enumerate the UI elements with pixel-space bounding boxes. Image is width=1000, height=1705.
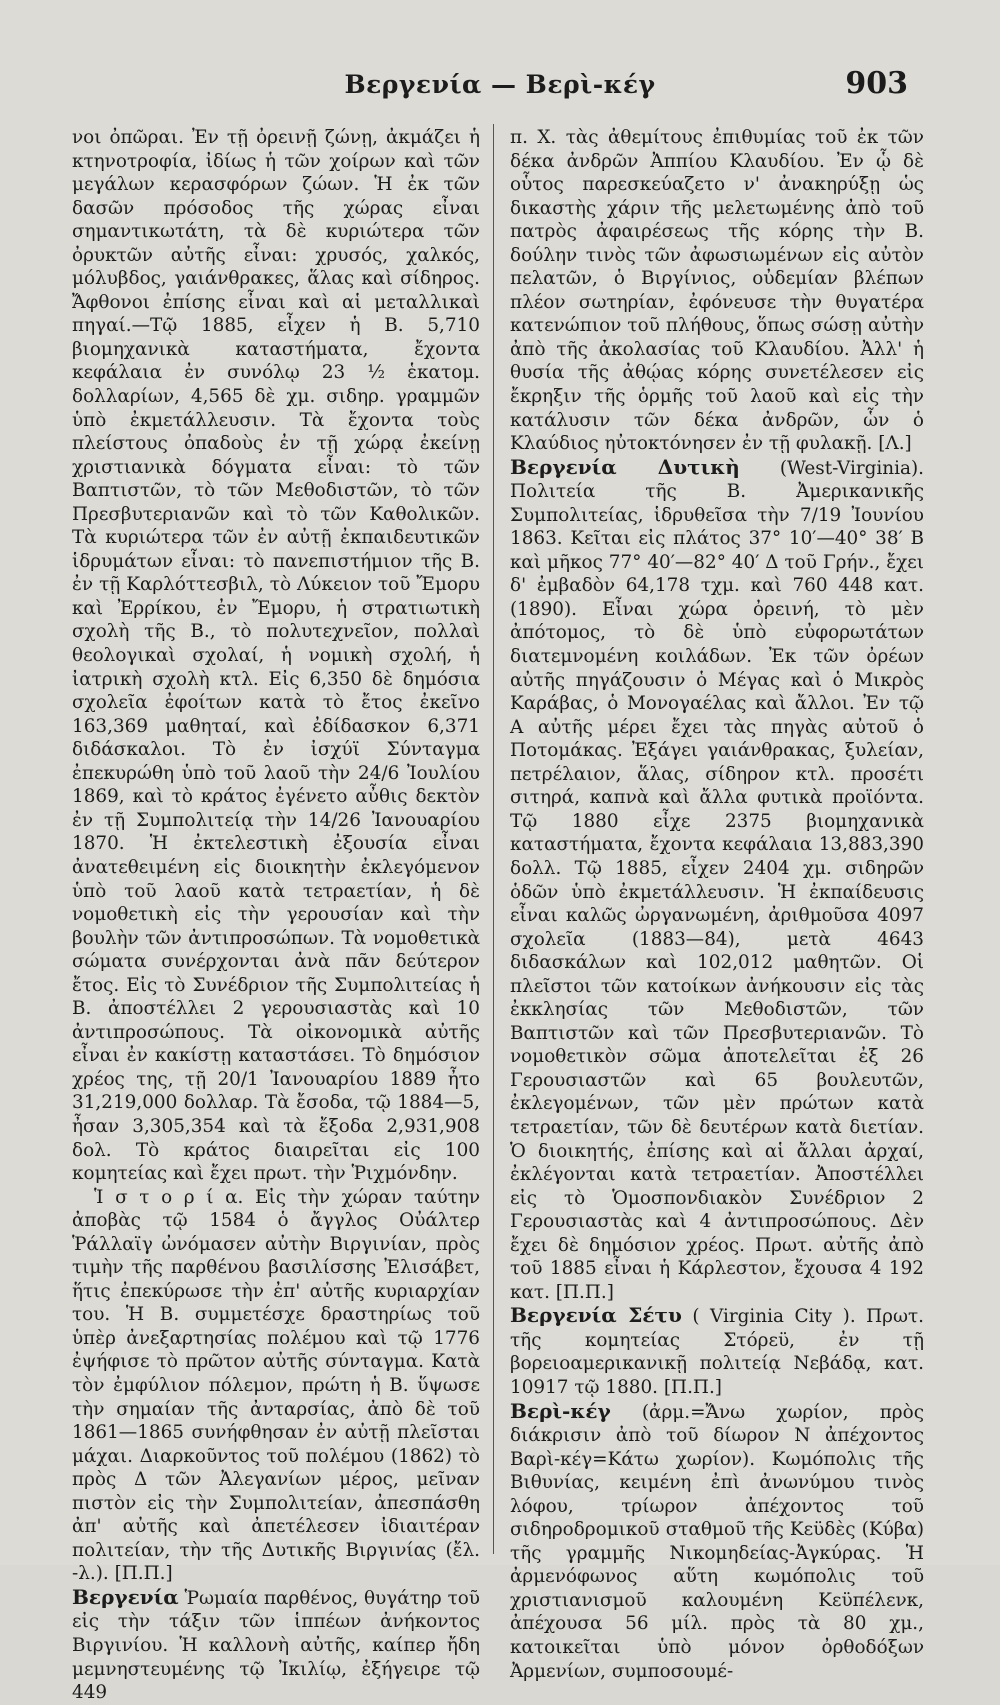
entry-title: Βερὶ-κέγ xyxy=(510,1398,611,1423)
entry xyxy=(510,456,924,1305)
entry-text: (West-Virginia). Πολιτεία τῆς Β. Ἀμερικανικῆς Συμπολιτείας, ἱδρυθεῖσα τὴν 7/19 Ἰουνίου 1863. Κεῖται εἰς πλάτος 37° 10′—40° 38′ Β καὶ μῆκος 77° 40′—82° 40′ Δ τοῦ Γρήν., ἔχει δ' ἐμβαδὸν 64,178 τχμ. καὶ 760 448 κατ. (1890). Εἶναι χώρα ὀρεινή, τὸ μὲν ἀπότομος, τὸ δὲ ὑπὸ εὐφορωτάτων διατεμνομένη κοιλάδων. Ἐκ τῶν ὀρέων αὐτῆς πηγάζουσιν ὁ Μέγας καὶ ὁ Μικρὸς Καράβας, ὁ Μονογαέλας καὶ ἄλλοι. Ἐν τῷ Α αὐτῆς μέρει ἔχει τὰς πηγὰς αὐτοῦ ὁ Ποτομάκας. Ἐξάγει γαιάνθρακας, ξυλείαν, πετρέλαιον, ἅλας, σίδηρον κτλ. προσέτι σιτηρά, καπνὰ καὶ ἄλλα φυτικὰ προϊόντα. Τῷ 1880 εἶχε 2375 βιομηχανικὰ καταστήματα, ἔχοντα κεφάλαια 13,883,390 δολλ. Τῷ 1885, εἶχεν 2404 χμ. σιδηρῶν ὁδῶν ὑπὸ ἐκμετάλλευσιν. Ἡ ἐκπαίδευσις εἶναι καλῶς ὠργανωμένη, ἀριθμοῦσα 4097 σχολεῖα (1883—84), μετὰ 4643 διδασκάλων καὶ 102,012 μαθητῶν. Οἱ πλεῖστοι τῶν κατοίκων ἀνήκουσιν εἰς τὰς ἐκκλησίας τῶν Μεθοδιστῶν, τῶν Βαπτιστῶν καὶ τῶν Πρεσβυτεριανῶν. Τὸ νομοθετικὸν σῶμα ἀποτελεῖται ἐξ 26 Γερουσιαστῶν καὶ 65 βουλευτῶν, ἐκλεγομένων, τῶν μὲν πρώτων κατὰ τετραετίαν, τῶν δὲ δευτέρων κατὰ διετίαν. Ὁ διοικητής, ἐπίσης καὶ αἱ ἄλλαι ἀρχαί, ἐκλέγονται κατὰ τετραετίαν. Ἀποστέλλει εἰς τὸ Ὁμοσπονδιακὸν Συνέδριον 2 Γερουσιαστὰς καὶ 4 ἀντιπροσώπους. Δὲν ἔχει δὲ δημόσιον χρέος. Πρωτ. αὐτῆς ἀπὸ τοῦ 1885 εἶναι ἡ Κάρλεστον, ἔχουσα 4 192 κατ. [Π.Π.] xyxy=(510,457,924,1303)
column-divider xyxy=(493,124,494,1554)
entry-text: (ἀρμ.=Ἄνω χωρίον, πρὸς διάκρισιν ἀπὸ τοῦ δίωρον Ν ἀπέχοντος Βαρὶ-κέγ=Κάτω χωρίον). Κωμόπολις τῆς Βιθυνίας, κειμένη ἐπὶ ἀνωνύμου τινὸς λόφου, τρίωρον ἀπέχοντος τοῦ σιδηροδρομικοῦ σταθμοῦ τῆς Κεϋδὲς (Κύβα) τῆς γραμμῆς Νικομηδείας-Ἀγκύρας. Ἡ ἀρμενόφωνος αὕτη κωμόπολις τοῦ χριστιανισμοῦ καλουμένη Κεϋπέλενκ, ἀπέχουσα 56 μίλ. πρὸς τὰ 80 χμ., κατοικεῖται ὑπὸ μόνον ὀρθοδόξων Ἀρμενίων, συμποσουμέ- xyxy=(510,1401,924,1682)
entry-title: Βεργενία Δυτικὴ xyxy=(510,454,740,479)
paragraph: νοι ὀπῶραι. Ἐν τῇ ὀρεινῇ ζώνῃ, ἀκμάζει ἡ κτηνοτροφία, ἰδίως ἡ τῶν χοίρων καὶ τῶν μεγάλων κερασφόρων ζώων. Ἡ ἐκ τῶν δασῶν πρόσοδος τῆς χώρας εἶναι σημαντικωτάτη, τὰ δὲ κυριώτερα τῶν ὀρυκτῶν αὐτῆς εἶναι: χρυσός, χαλκός, μόλυβδος, γαιάνθρακες, ἅλας καὶ σίδηρος. Ἄφθονοι ἐπίσης εἶναι καὶ αἱ μεταλλικαὶ πηγαί.—Τῷ 1885, εἶχεν ἡ Β. 5,710 βιομηχανικὰ καταστήματα, ἔχοντα κεφάλαια ἐν συνόλῳ 23 ½ ἑκατομ. δολλαρίων, 4,565 δὲ χμ. σιδηρ. γραμμῶν ὑπὸ ἐκμετάλλευσιν. Τὰ ἔχοντα τοὺς πλείστους ὀπαδοὺς ἐν τῇ χώρᾳ ἐκείνῃ χριστιανικὰ δόγματα εἶναι: τὸ τῶν Βαπτιστῶν, τὸ τῶν Μεθοδιστῶν, τὸ τῶν Πρεσβυτεριανῶν καὶ τὸ τῶν Καθολικῶν. Τὰ κυριώτερα τῶν ἐν αὐτῇ ἐκπαιδευτικῶν ἱδρυμάτων εἶναι: τὸ πανεπιστήμιον τῆς Β. ἐν τῇ Καρλόττεσβιλ, τὸ Λύκειον τοῦ Ἔμορυ καὶ Ἐρρίκου, ἐν Ἔμορυ, ἡ στρατιωτικὴ σχολὴ τῆς Β., τὸ πολυτεχνεῖον, πολλαὶ θεολογικαὶ σχολαί, ἡ νομικὴ σχολή, ἡ ἰατρικὴ σχολὴ κτλ. Εἰς 6,350 δὲ δημόσια σχολεῖα ἐφοίτων κατὰ τὸ ἔτος ἐκεῖνο 163,369 μαθηταί, καὶ ἐδίδασκον 6,371 διδάσκαλοι. Τὸ ἐν ἰσχύϊ Σύνταγμα ἐπεκυρώθη ὑπὸ τοῦ λαοῦ τὴν 24/6 Ἰουλίου 1869, καὶ τὸ κράτος ἐγένετο αὖθις δεκτὸν ἐν τῇ Συμπολιτείᾳ τὴν 14/26 Ἰανουαρίου 1870. Ἡ ἐκτελεστικὴ ἐξουσία εἶναι ἀνατεθειμένη εἰς διοικητὴν ἐκλεγόμενον ὑπὸ τοῦ λαοῦ κατὰ τετραετίαν, ἡ δὲ νομοθετικὴ εἰς τὴν γερουσίαν καὶ τὴν βουλὴν τῶν ἀντιπροσώπων. Τὰ νομοθετικὰ σώματα συνέρχονται ἀνὰ πᾶν δεύτερον ἔτος. Εἰς τὸ Συνέδριον τῆς Συμπολιτείας ἡ Β. ἀποστέλλει 2 γερουσιαστὰς καὶ 10 ἀντιπροσώπους. Τὰ οἰκονομικὰ αὐτῆς εἶναι ἐν κακίστῃ καταστάσει. Τὸ δημόσιον χρέος της, τῇ 20/1 Ἰανουαρίου 1889 ἦτο 31,219,000 δολλαρ. Τὰ ἔσοδα, τῷ 1884—5, ἦσαν 3,305,354 καὶ τὰ ἔξοδα 2,931,908 δολ. Τὸ κράτος διαιρεῖται εἰς 100 κομητείας καὶ ἔχει πρωτ. τὴν Ῥιχμόνδην. xyxy=(72,127,480,1185)
right-column xyxy=(510,126,924,1683)
paragraph-text: Εἰς τὴν χώραν ταύτην ἀποβὰς τῷ 1584 ὁ ἄγγλος Οὐάλτερ Ῥάλλαϊγ ὠνόμασεν αὐτὴν Βιργινίαν, πρὸς τιμὴν τῆς παρθένου βασιλίσσης Ἐλισάβετ, ἥτις ἐπεκύρωσε τὴν ἐπ' αὐτῆς κυριαρχίαν του. Ἡ Β. συμμετέσχε δραστηρίως τοῦ ὑπὲρ ἀνεξαρτησίας πολέμου καὶ τῷ 1776 ἐψήφισε τὸ πρῶτον αὐτῆς σύνταγμα. Κατὰ τὸν ἐμφύλιον πόλεμον, πρώτη ἡ Β. ὕψωσε τὴν σημαίαν τῆς ἀνταρσίας, ἀπὸ δὲ τοῦ 1861—1865 συνήφθησαν ἐν αὐτῇ πλεῖσται μάχαι. Διαρκοῦντος τοῦ πολέμου (1862) τὸ πρὸς Δ τῶν Ἀλεγανίων μέρος, μεῖναν πιστὸν εἰς τὴν Συμπολιτείαν, ἀπεσπάσθη ἀπ' αὐτῆς καὶ ἀπετέλεσεν ἰδιαιτέραν πολιτείαν, τὴν τῆς Δυτικῆς Βιργινίας (ἔλ. -λ.). [Π.Π.] xyxy=(72,1186,480,1585)
entry xyxy=(510,1400,924,1684)
page-header xyxy=(0,66,1000,106)
paragraph xyxy=(72,1186,480,1586)
running-title: Βεργενία — Βερὶ-κέγ xyxy=(344,70,656,99)
entry-text: Ῥωμαία παρθένος, θυγάτηρ τοῦ εἰς τὴν τάξιν τῶν ἱππέων ἀνήκοντος Βιργινίου. Ἡ καλλονὴ αὐτῆς, καίπερ ἤδη μεμνηστευμένης τῷ Ἰκιλίῳ, ἐξήγειρε τῷ 449 xyxy=(72,1587,480,1704)
entry xyxy=(510,1304,924,1399)
section-label: Ἱ σ τ ο ρ ί α. xyxy=(94,1186,244,1208)
page-number: 903 xyxy=(845,66,908,101)
entry-text: ( Virginia City ). Πρωτ. τῆς κομητείας Στόρεϋ, ἐν τῇ βορειοαμερικανικῇ πολιτείᾳ Νεβάδᾳ, κατ. 10917 τῷ 1880. [Π.Π.] xyxy=(510,1306,925,1398)
entry-title: Βεργενία Σέτυ xyxy=(510,1303,682,1328)
paragraph: π. Χ. τὰς ἀθεμίτους ἐπιθυμίας τοῦ ἐκ τῶν δέκα ἀνδρῶν Ἀππίου Κλαυδίου. Ἐν ᾧ δὲ οὗτος παρεσκεύαζετο ν' ἀνακηρύξῃ ὡς δικαστὴς χάριν τῆς μελετωμένης ἀπὸ τοῦ πατρὸς ἀφαιρέσεως τῆς κόρης τὴν Β. δούλην τινὸς τῶν ἀφωσιωμένων εἰς αὐτὸν πελατῶν, ὁ Βιργίνιος, οὐδεμίαν βλέπων πλέον σωτηρίαν, ἐφόνευσε τὴν θυγατέρα κατενώπιον τοῦ πλήθους, ὅπως σώσῃ αὐτὴν ἀπὸ τῆς ἀκολασίας τοῦ Κλαυδίου. Ἀλλ' ἡ θυσία τῆς ἀθῴας κόρης συνετέλεσεν εἰς ἔκρηξιν τῆς ὁρμῆς τοῦ λαοῦ καὶ εἰς τὴν κατάλυσιν τῶν δέκα ἀνδρῶν, ὧν ὁ Κλαύδιος ηὐτοκτόνησεν ἐν τῇ φυλακῇ. [Λ.] xyxy=(510,127,924,455)
left-column xyxy=(72,126,480,1705)
entry xyxy=(72,1586,480,1705)
entry-title: Βεργενία xyxy=(72,1584,179,1609)
